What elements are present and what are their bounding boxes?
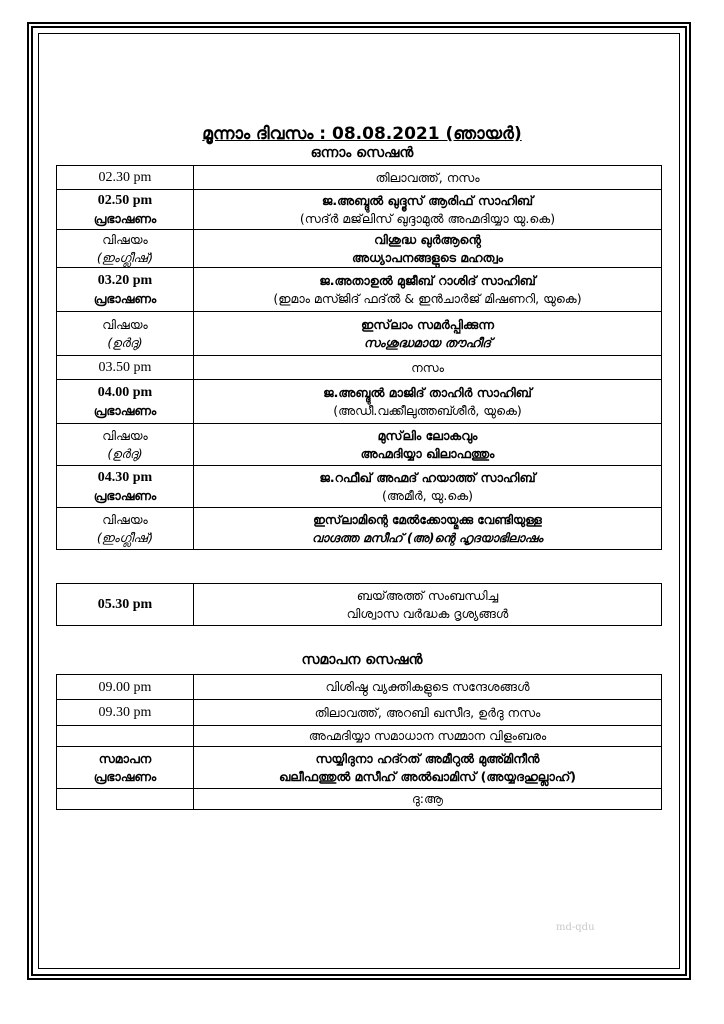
table-row — [57, 230, 662, 268]
topic-label-cell: വിഷയം (ഉർദു) — [57, 424, 194, 466]
table-row — [57, 789, 662, 810]
time-cell: 02.30 pm — [57, 166, 194, 190]
table-row — [57, 380, 662, 424]
content-cell: അഹ്മദിയ്യാ സമാധാന സമ്മാന വിളംബരം — [194, 726, 662, 747]
session2-table — [56, 674, 662, 810]
table-row — [57, 700, 662, 726]
table-row — [57, 675, 662, 700]
content-cell: ദു:ആ — [194, 789, 662, 810]
content-cell: നസം — [194, 356, 662, 380]
table-row — [57, 726, 662, 747]
session2-title: സമാപന സെഷൻ — [301, 652, 423, 668]
empty-cell — [57, 726, 194, 747]
time-cell: 05.30 pm — [57, 584, 194, 626]
table-row — [57, 166, 662, 190]
day-title: മൂന്നാം ദിവസം : 08.08.2021 (ഞായർ) — [202, 124, 522, 144]
table-row — [57, 747, 662, 789]
table-row — [57, 508, 662, 550]
time-role-cell: 04.30 pm പ്രഭാഷണം — [57, 466, 194, 508]
table-row — [57, 584, 662, 626]
session1-table — [56, 165, 662, 550]
session1-title: ഒന്നാം സെഷൻ — [310, 145, 414, 161]
topic-label-cell: വിഷയം (ഉർദു) — [57, 312, 194, 356]
table-row — [57, 268, 662, 312]
speaker-cell: ജ.റഫീഖ് അഹ്മദ് ഹയാത്ത് സാഹിബ് (അമീർ, യു.കെ) — [194, 466, 662, 508]
time-role-cell: 04.00 pm പ്രഭാഷണം — [57, 380, 194, 424]
watermark: md-qdu — [556, 922, 595, 933]
topic-label-cell: വിഷയം (ഇംഗ്ലീഷ്) — [57, 230, 194, 268]
content-cell: തിലാവത്ത്, നസം — [194, 166, 662, 190]
topic-label-cell: വിഷയം (ഇംഗ്ലീഷ്) — [57, 508, 194, 550]
topic-cell: മുസ്‌ലിം ലോകവും അഹ്മദിയ്യാ ഖിലാഫത്തും — [194, 424, 662, 466]
topic-cell: ഇസ്‌ലാം സമർപ്പിക്കുന്ന സംശുദ്ധമായ തൗഹീദ് — [194, 312, 662, 356]
speaker-cell: സയ്യിദുനാ ഹദ്റത് അമീറുൽ മുഅ്മിനീൻ ഖലീഫത്തുൽ മസീഹ് അൽഖാമിസ് (അയ്യദഹുല്ലാഹ്) — [194, 747, 662, 789]
time-role-cell: 03.20 pm പ്രഭാഷണം — [57, 268, 194, 312]
table-row — [57, 466, 662, 508]
content-cell: തിലാവത്ത്, അറബി ഖസീദ, ഉർദു നസം — [194, 700, 662, 726]
time-role-cell: 02.50 pm പ്രഭാഷണം — [57, 190, 194, 230]
topic-cell: ഇസ്‌ലാമിന്റെ മേൽക്കോയ്മക്കു വേണ്ടിയുള്ള വാഗ്ദത്ത മസീഹ് (അ)ന്റെ ഹൃദയാഭിലാഷം — [194, 508, 662, 550]
time-cell: 03.50 pm — [57, 356, 194, 380]
time-cell: 09.00 pm — [57, 675, 194, 700]
table-row — [57, 312, 662, 356]
topic-cell: വിശുദ്ധ ഖുർആന്റെ അധ്യാപനങ്ങളുടെ മഹത്വം — [194, 230, 662, 268]
table-row — [57, 424, 662, 466]
time-cell: 09.30 pm — [57, 700, 194, 726]
table-row — [57, 356, 662, 380]
speaker-cell: ജ.അതാഉൽ മുജീബ് റാശിദ് സാഹിബ് (ഇമാം മസ്ജിദ് ഫദ്ൽ & ഇൻചാർജ് മിഷണറി, യുകെ) — [194, 268, 662, 312]
empty-cell — [57, 789, 194, 810]
content-cell: ബയ്അത്ത് സംബന്ധിച്ച വിശ്വാസ വർദ്ധക ദൃശ്യങ്ങൾ — [194, 584, 662, 626]
speaker-cell: ജ.അബ്ദുൽ മാജിദ് താഹിർ സാഹിബ് (അഡീ.വക്കീലുത്തബ്ശീർ, യുകെ) — [194, 380, 662, 424]
content-cell: വിശിഷ്ഠ വ്യക്തികളുടെ സന്ദേശങ്ങൾ — [194, 675, 662, 700]
bayath-table — [56, 583, 662, 626]
role-cell: സമാപന പ്രഭാഷണം — [57, 747, 194, 789]
table-row — [57, 190, 662, 230]
speaker-cell: ജ.അബ്ദുൽ ഖുദ്ദൂസ് ആരിഫ് സാഹിബ് (സദ്ർ മജ്‌ലിസ് ഖുദ്ദാമുൽ അഹ്മദിയ്യാ യു.കെ) — [194, 190, 662, 230]
